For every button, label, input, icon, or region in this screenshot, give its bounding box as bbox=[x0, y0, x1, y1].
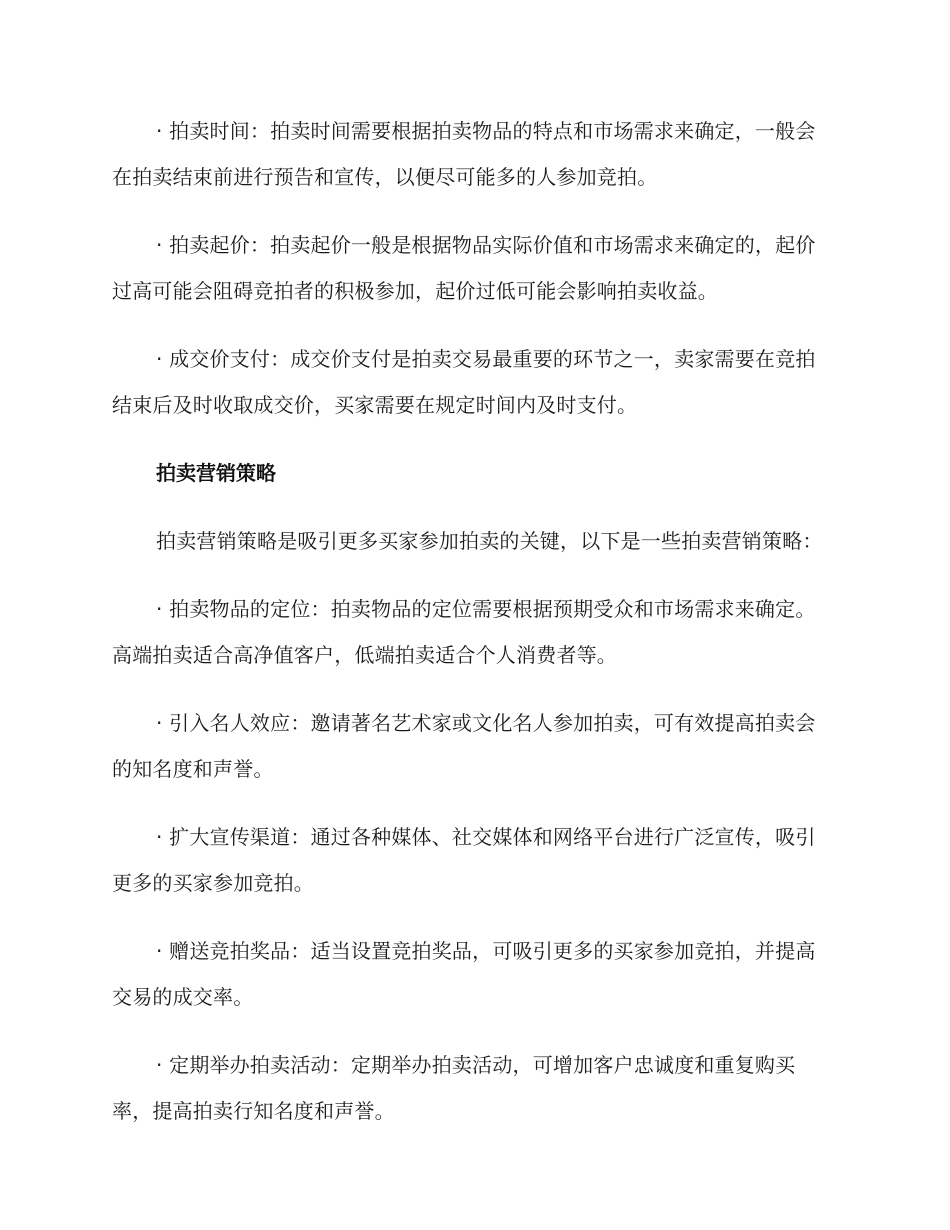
strategy-celebrity: · 引入名人效应：邀请著名艺术家或文化名人参加拍卖，可有效提高拍卖会的知名度和声誉。 bbox=[112, 711, 816, 781]
section-heading: 拍卖营销策略 bbox=[156, 461, 276, 485]
paragraph-auction-time: · 拍卖时间：拍卖时间需要根据拍卖物品的特点和市场需求来确定，一般会在拍卖结束前进行预告和宣传，以便尽可能多的人参加竞拍。 bbox=[112, 119, 816, 189]
strategy-regular-events: · 定期举办拍卖活动：定期举办拍卖活动，可增加客户忠诚度和重复购买率，提高拍卖行知名度和声誉。 bbox=[112, 1053, 796, 1123]
paragraph-payment: · 成交价支付：成交价支付是拍卖交易最重要的环节之一，卖家需要在竞拍结束后及时收取成交价，买家需要在规定时间内及时支付。 bbox=[112, 347, 816, 417]
strategy-prizes: · 赠送竞拍奖品：适当设置竞拍奖品，可吸引更多的买家参加竞拍，并提高交易的成交率。 bbox=[112, 939, 816, 1009]
paragraph-starting-price: · 拍卖起价：拍卖起价一般是根据物品实际价值和市场需求来确定的，起价过高可能会阻碍竞拍者的积极参加，起价过低可能会影响拍卖收益。 bbox=[112, 233, 816, 303]
paragraph-intro: 拍卖营销策略是吸引更多买家参加拍卖的关键，以下是一些拍卖营销策略： bbox=[156, 529, 823, 553]
strategy-promotion: · 扩大宣传渠道：通过各种媒体、社交媒体和网络平台进行广泛宣传，吸引更多的买家参加竞拍。 bbox=[112, 825, 816, 895]
document-page bbox=[112, 108, 832, 1156]
strategy-positioning: · 拍卖物品的定位：拍卖物品的定位需要根据预期受众和市场需求来确定。高端拍卖适合高净值客户，低端拍卖适合个人消费者等。 bbox=[112, 597, 816, 667]
